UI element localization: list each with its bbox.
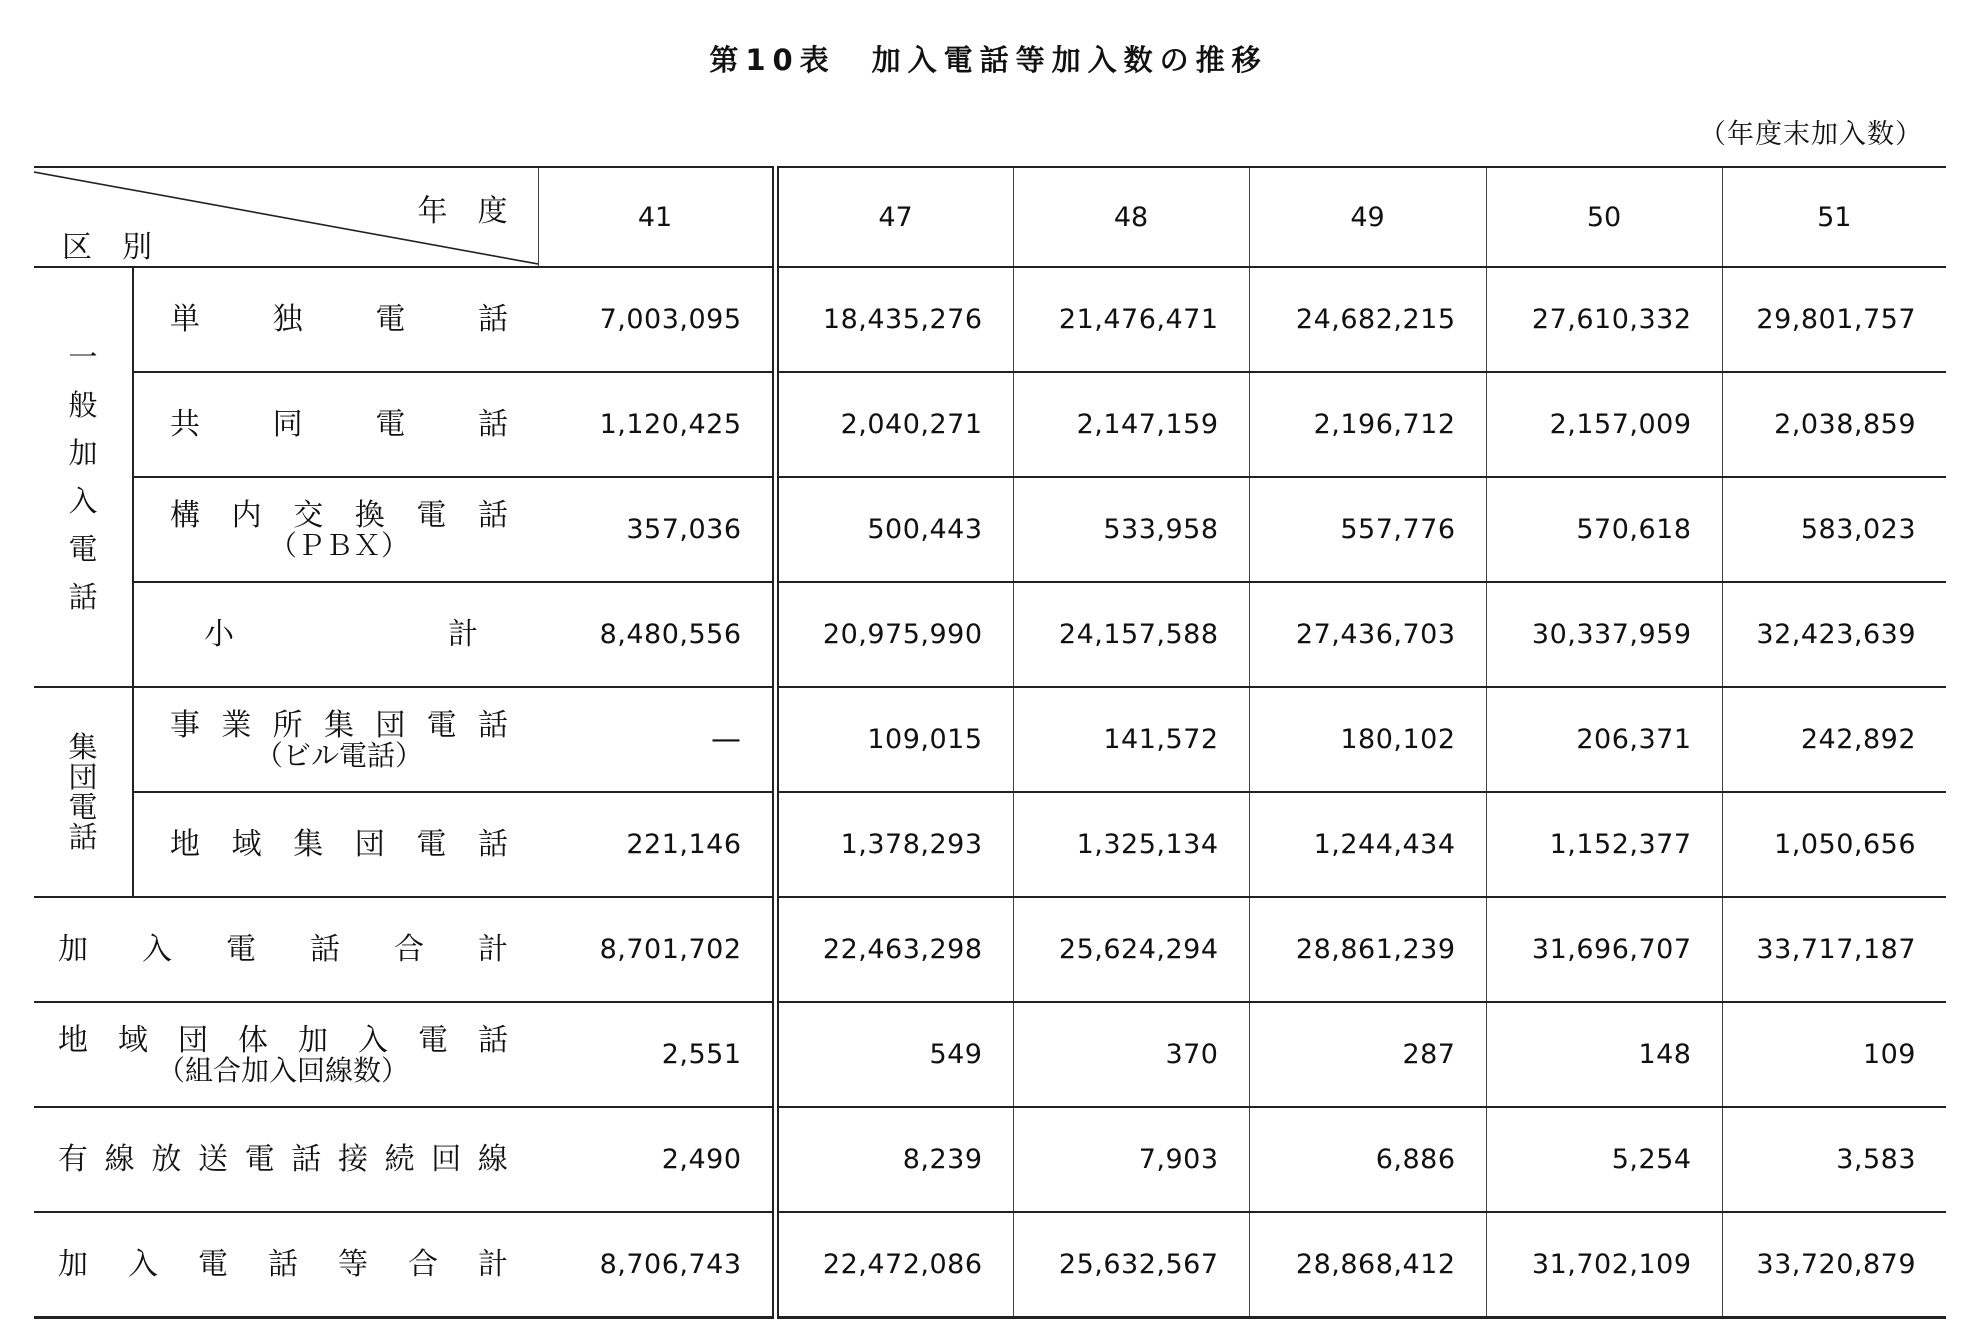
label-char: 内 bbox=[231, 497, 262, 533]
row-label bbox=[133, 267, 538, 372]
value-cell: 109,015 bbox=[775, 687, 1013, 792]
value-cell: 1,244,434 bbox=[1249, 792, 1486, 897]
row-label bbox=[133, 582, 538, 687]
label-char: 集 bbox=[323, 707, 354, 743]
label-char: 電 bbox=[426, 707, 457, 743]
corner-year-label: 年 度 bbox=[417, 194, 508, 229]
value-cell: 31,696,707 bbox=[1486, 897, 1722, 1002]
row-label bbox=[34, 897, 538, 1002]
label-char: 話 bbox=[477, 707, 508, 743]
label-char: 線 bbox=[104, 1141, 135, 1177]
label-char: 話 bbox=[268, 1246, 298, 1282]
label-char: 同 bbox=[272, 406, 303, 442]
value-cell: 557,776 bbox=[1249, 477, 1486, 582]
value-cell: 33,717,187 bbox=[1722, 897, 1946, 1002]
label-char: 独 bbox=[272, 301, 303, 337]
year-header: 49 bbox=[1249, 167, 1486, 267]
value-cell: 7,003,095 bbox=[538, 267, 775, 372]
value-cell: 2,490 bbox=[538, 1107, 775, 1212]
value-cell: 24,157,588 bbox=[1013, 582, 1249, 687]
label-char: 放 bbox=[151, 1141, 182, 1177]
label-char: 地 bbox=[58, 1022, 88, 1058]
label-char: 体 bbox=[238, 1022, 268, 1058]
value-cell: 583,023 bbox=[1722, 477, 1946, 582]
row-label-text bbox=[58, 931, 508, 967]
label-char: 続 bbox=[384, 1141, 415, 1177]
year-header: 51 bbox=[1722, 167, 1946, 267]
label-char: 計 bbox=[478, 1246, 508, 1282]
table-row bbox=[34, 1212, 1946, 1318]
row-label bbox=[133, 372, 538, 477]
value-cell: 500,443 bbox=[775, 477, 1013, 582]
group-char: 電 bbox=[68, 790, 98, 824]
label-char: 入 bbox=[358, 1022, 388, 1058]
value-cell: 7,903 bbox=[1013, 1107, 1249, 1212]
label-char: 団 bbox=[178, 1022, 208, 1058]
label-char: 合 bbox=[408, 1246, 438, 1282]
value-cell: 32,423,639 bbox=[1722, 582, 1946, 687]
table-row bbox=[34, 477, 1946, 582]
value-cell: 1,120,425 bbox=[538, 372, 775, 477]
label-char: 電 bbox=[226, 931, 256, 967]
label-char: 小 bbox=[204, 616, 234, 652]
row-sublabel: （ＰＢＸ） bbox=[268, 528, 409, 562]
label-char: 共 bbox=[170, 406, 200, 442]
table-row bbox=[34, 792, 1946, 897]
label-char: 集 bbox=[293, 826, 324, 862]
label-char: 話 bbox=[477, 497, 508, 533]
value-cell: 287 bbox=[1249, 1002, 1486, 1107]
value-cell: 1,325,134 bbox=[1013, 792, 1249, 897]
table-row bbox=[34, 687, 1946, 792]
row-label-text bbox=[170, 301, 508, 337]
label-char: 合 bbox=[394, 931, 424, 967]
value-cell: 1,050,656 bbox=[1722, 792, 1946, 897]
group-char: 集 bbox=[68, 730, 98, 764]
row-label bbox=[133, 687, 538, 792]
value-cell: 148 bbox=[1486, 1002, 1722, 1107]
group-char: 団 bbox=[68, 760, 98, 794]
table-row bbox=[34, 1002, 1946, 1107]
value-cell: 2,147,159 bbox=[1013, 372, 1249, 477]
value-cell: 221,146 bbox=[538, 792, 775, 897]
corner-header-cell bbox=[34, 167, 538, 267]
row-label-text bbox=[204, 616, 478, 652]
label-char: 事 bbox=[170, 707, 200, 743]
group-char: 電 bbox=[68, 532, 98, 566]
label-char: 等 bbox=[338, 1246, 368, 1282]
value-cell: 370 bbox=[1013, 1002, 1249, 1107]
value-cell: 6,886 bbox=[1249, 1107, 1486, 1212]
label-char: 電 bbox=[418, 1022, 448, 1058]
row-label bbox=[34, 1212, 538, 1318]
value-cell: 180,102 bbox=[1249, 687, 1486, 792]
label-char: 地 bbox=[170, 826, 200, 862]
value-cell: 2,157,009 bbox=[1486, 372, 1722, 477]
value-cell: 8,239 bbox=[775, 1107, 1013, 1212]
value-cell: 1,378,293 bbox=[775, 792, 1013, 897]
group-char: 入 bbox=[68, 484, 98, 518]
label-char: 話 bbox=[310, 931, 340, 967]
value-cell: 2,196,712 bbox=[1249, 372, 1486, 477]
label-char: 業 bbox=[221, 707, 252, 743]
label-char: 団 bbox=[375, 707, 406, 743]
group-label-group bbox=[34, 687, 133, 897]
label-char: 交 bbox=[293, 497, 324, 533]
table-row bbox=[34, 582, 1946, 687]
label-char: 回 bbox=[431, 1141, 462, 1177]
table-row bbox=[34, 897, 1946, 1002]
row-label-text bbox=[170, 497, 508, 533]
group-char: 一 bbox=[68, 340, 98, 374]
label-char: 電 bbox=[198, 1246, 228, 1282]
corner-category-label: 区 別 bbox=[62, 230, 152, 265]
value-cell: 30,337,959 bbox=[1486, 582, 1722, 687]
label-char: 域 bbox=[118, 1022, 148, 1058]
label-char: 電 bbox=[375, 301, 406, 337]
value-cell: 25,632,567 bbox=[1013, 1212, 1249, 1318]
value-cell: 2,551 bbox=[538, 1002, 775, 1107]
value-cell: 29,801,757 bbox=[1722, 267, 1946, 372]
value-cell: 570,618 bbox=[1486, 477, 1722, 582]
year-header: 50 bbox=[1486, 167, 1722, 267]
value-cell: 549 bbox=[775, 1002, 1013, 1107]
label-char: 入 bbox=[128, 1246, 158, 1282]
value-cell: 533,958 bbox=[1013, 477, 1249, 582]
row-sublabel: （組合加入回線数） bbox=[156, 1053, 409, 1087]
year-header: 47 bbox=[775, 167, 1013, 267]
row-label bbox=[133, 792, 538, 897]
row-label-text bbox=[58, 1141, 508, 1177]
table-row bbox=[34, 267, 1946, 372]
value-cell: 109 bbox=[1722, 1002, 1946, 1107]
row-label-text bbox=[58, 1022, 508, 1058]
label-char: 電 bbox=[244, 1141, 275, 1177]
label-char: 換 bbox=[354, 497, 385, 533]
row-label bbox=[34, 1107, 538, 1212]
label-char: 計 bbox=[448, 616, 478, 652]
value-cell: 33,720,879 bbox=[1722, 1212, 1946, 1318]
table-row bbox=[34, 1107, 1946, 1212]
label-char: 構 bbox=[170, 497, 200, 533]
label-char: 団 bbox=[354, 826, 385, 862]
label-char: 加 bbox=[298, 1022, 328, 1058]
value-cell: 24,682,215 bbox=[1249, 267, 1486, 372]
label-char: 話 bbox=[291, 1141, 322, 1177]
row-label bbox=[133, 477, 538, 582]
row-label-text bbox=[58, 1246, 508, 1282]
value-cell: 8,480,556 bbox=[538, 582, 775, 687]
label-char: 有 bbox=[58, 1141, 88, 1177]
value-cell: 25,624,294 bbox=[1013, 897, 1249, 1002]
label-char: 線 bbox=[477, 1141, 508, 1177]
value-cell: 357,036 bbox=[538, 477, 775, 582]
value-cell: 22,463,298 bbox=[775, 897, 1013, 1002]
label-char: 所 bbox=[272, 707, 303, 743]
value-cell: 27,436,703 bbox=[1249, 582, 1486, 687]
value-cell: 31,702,109 bbox=[1486, 1212, 1722, 1318]
row-label-text bbox=[170, 707, 508, 743]
group-char: 加 bbox=[68, 436, 98, 470]
value-cell: 20,975,990 bbox=[775, 582, 1013, 687]
label-char: 話 bbox=[478, 1022, 508, 1058]
value-cell: — bbox=[538, 687, 775, 792]
label-char: 電 bbox=[416, 497, 447, 533]
value-cell: 5,254 bbox=[1486, 1107, 1722, 1212]
subscriber-table bbox=[34, 166, 1946, 1319]
value-cell: 1,152,377 bbox=[1486, 792, 1722, 897]
row-label-text bbox=[170, 406, 508, 442]
label-char: 単 bbox=[170, 301, 200, 337]
value-cell: 22,472,086 bbox=[775, 1212, 1013, 1318]
group-label-general bbox=[34, 267, 133, 687]
year-header: 48 bbox=[1013, 167, 1249, 267]
label-char: 加 bbox=[58, 1246, 88, 1282]
label-char: 加 bbox=[58, 931, 88, 967]
value-cell: 27,610,332 bbox=[1486, 267, 1722, 372]
value-cell: 8,701,702 bbox=[538, 897, 775, 1002]
label-char: 電 bbox=[375, 406, 406, 442]
row-label-text bbox=[170, 826, 508, 862]
group-char: 話 bbox=[68, 820, 98, 854]
group-char: 般 bbox=[68, 388, 98, 422]
value-cell: 242,892 bbox=[1722, 687, 1946, 792]
value-cell: 8,706,743 bbox=[538, 1212, 775, 1318]
header-row bbox=[34, 167, 1946, 267]
label-char: 話 bbox=[477, 826, 508, 862]
label-char: 送 bbox=[197, 1141, 228, 1177]
group-char: 話 bbox=[68, 580, 98, 614]
value-cell: 141,572 bbox=[1013, 687, 1249, 792]
value-cell: 2,038,859 bbox=[1722, 372, 1946, 477]
label-char: 計 bbox=[478, 931, 508, 967]
label-char: 接 bbox=[337, 1141, 368, 1177]
year-header: 41 bbox=[538, 167, 775, 267]
unit-note: （年度末加入数） bbox=[1699, 119, 1923, 150]
row-label bbox=[34, 1002, 538, 1107]
value-cell: 28,861,239 bbox=[1249, 897, 1486, 1002]
table-row bbox=[34, 372, 1946, 477]
label-char: 入 bbox=[142, 931, 172, 967]
value-cell: 18,435,276 bbox=[775, 267, 1013, 372]
value-cell: 21,476,471 bbox=[1013, 267, 1249, 372]
value-cell: 28,868,412 bbox=[1249, 1212, 1486, 1318]
value-cell: 206,371 bbox=[1486, 687, 1722, 792]
value-cell: 3,583 bbox=[1722, 1107, 1946, 1212]
table-title: 第10表 加入電話等加入数の推移 bbox=[709, 43, 1268, 77]
label-char: 話 bbox=[477, 301, 508, 337]
label-char: 話 bbox=[477, 406, 508, 442]
label-char: 電 bbox=[416, 826, 447, 862]
value-cell: 2,040,271 bbox=[775, 372, 1013, 477]
row-sublabel: （ビル電話） bbox=[254, 738, 423, 772]
label-char: 域 bbox=[231, 826, 262, 862]
